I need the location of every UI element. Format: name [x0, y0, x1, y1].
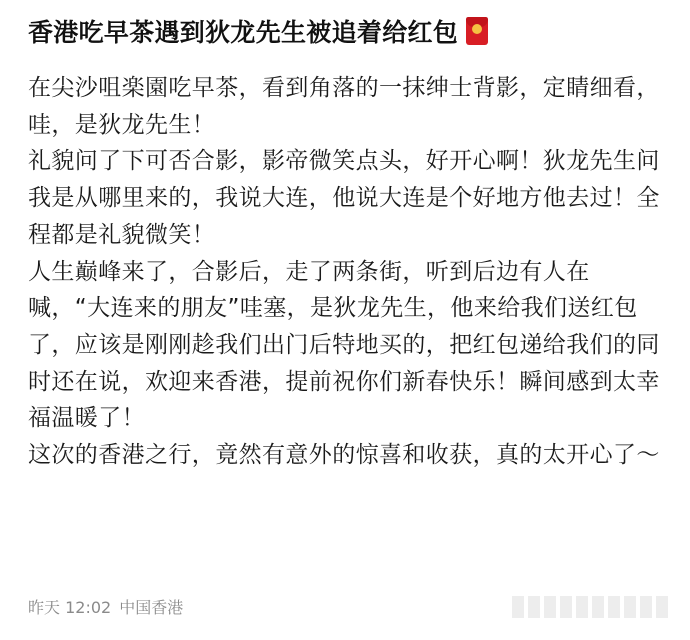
- paragraph-2: 礼貌问了下可否合影，影帝微笑点头，好开心啊！狄龙先生问我是从哪里来的，我说大连，他说大连是个好地方他去过！全程都是礼貌微笑！: [28, 148, 660, 248]
- post-time: 昨天 12:02: [28, 598, 112, 617]
- post-title-row: [28, 10, 662, 52]
- post-body: [28, 70, 662, 474]
- paragraph-1: 在尖沙咀楽園吃早茶，看到角落的一抹绅士背影，定睛细看，哇，是狄龙先生！: [28, 75, 660, 138]
- paragraph-4: 这次的香港之行，竟然有意外的惊喜和收获，真的太开心了～: [28, 442, 660, 469]
- post-title: 香港吃早茶遇到狄龙先生被追着给红包: [28, 18, 459, 47]
- post-meta: [28, 595, 183, 618]
- post-location[interactable]: 中国香港: [119, 598, 184, 617]
- paragraph-3: 人生巅峰来了，合影后，走了两条街，听到后边有人在喊，“大连来的朋友”哇塞，是狄龙先生，他来给我们送红包了，应该是刚刚趁我们出门后特地买的，把红包递给我们的同时还在说，欢迎来香港，提前祝你们新春快乐！瞬间感到太幸福温暖了！: [28, 258, 660, 432]
- red-envelope-icon: [466, 17, 488, 45]
- watermark: [512, 596, 672, 618]
